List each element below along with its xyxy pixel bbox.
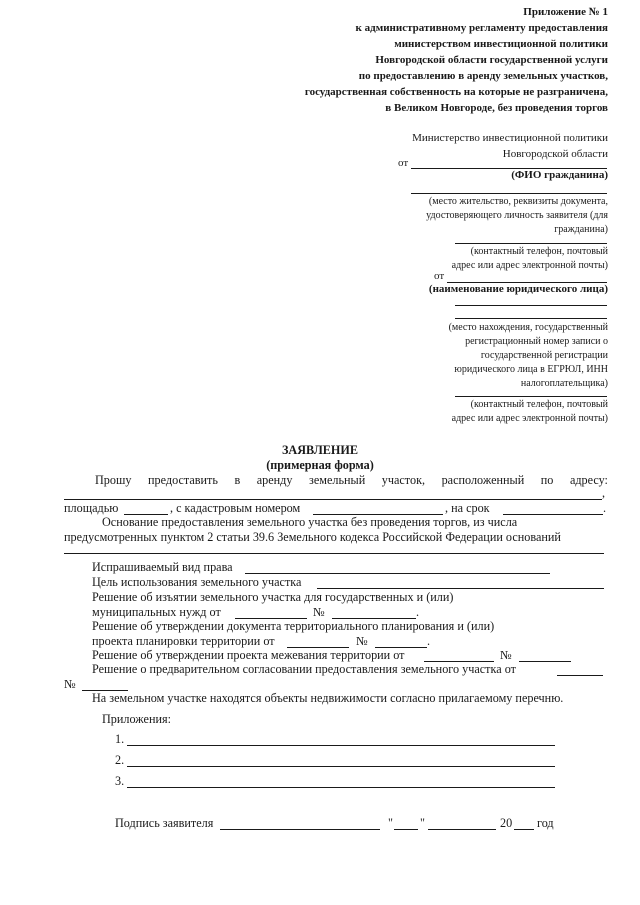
citizen-name-caption: (ФИО гражданина) (511, 169, 608, 181)
doc-approval-number-sign: № (356, 634, 368, 648)
term-label: , на срок (445, 501, 490, 515)
basis-text-1: Основание предоставления земельного участка без проведения торгов, из числа (102, 515, 518, 529)
attachments-label: Приложения: (102, 712, 171, 726)
legal-extra-field-1[interactable] (455, 305, 607, 306)
prelim-approval-text: Решение о предварительном согласовании предоставления земельного участка от (92, 662, 516, 676)
residence-caption-1: (место жительство, реквизиты документа, (428, 196, 608, 207)
attachment-number-1: 1. (115, 732, 125, 746)
prelim-approval-number-sign: № (64, 677, 76, 691)
appendix-title: Приложение № 1 (523, 6, 608, 18)
purpose-field[interactable] (317, 588, 604, 589)
survey-approval-number-sign: № (500, 648, 512, 662)
request-word: земельный (309, 473, 366, 487)
request-word: Прошу (95, 473, 132, 487)
basis-field[interactable] (64, 553, 604, 554)
legal-contacts-caption-2: адрес или адрес электронной почты) (451, 413, 608, 424)
withdrawal-period: . (416, 605, 420, 619)
from-label: от (398, 157, 409, 169)
appendix-line-1: к административному регламенту предоставления (355, 22, 608, 34)
attachment-field-1[interactable] (127, 745, 555, 746)
location-caption-1: (место нахождения, государственный (448, 322, 608, 333)
address-field[interactable] (64, 499, 602, 500)
withdrawal-text-1: Решение об изъятии земельного участка для государственных и (или) (92, 590, 454, 604)
legal-contacts-caption-1: (контактный телефон, почтовый (470, 399, 608, 410)
year-suffix: год (537, 816, 554, 830)
residence-caption-2: удостоверяющего личность заявителя (для (426, 210, 608, 221)
survey-approval-text: Решение об утверждении проекта межевания территории от (92, 648, 405, 662)
residence-caption-3: гражданина) (554, 224, 608, 235)
addressee-ministry: Министерство инвестиционной политики (412, 132, 608, 144)
citizen-contacts-field[interactable] (455, 243, 607, 244)
cadastral-label: , с кадастровым номером (170, 501, 301, 515)
request-word: адресу: (569, 473, 608, 487)
document-subtitle: (примерная форма) (266, 458, 374, 472)
objects-note: На земельном участке находятся объекты недвижимости согласно прилагаемому перечню. (92, 691, 564, 705)
withdrawal-number-sign: № (313, 605, 325, 619)
citizen-contacts-caption-1: (контактный телефон, почтовый (470, 246, 608, 257)
attachment-number-2: 2. (115, 753, 125, 767)
attachment-number-3: 3. (115, 774, 125, 788)
location-caption-5: налогоплательщика) (520, 378, 608, 389)
withdrawal-text-2: муниципальных нужд от (92, 605, 221, 619)
doc-approval-text-2: проекта планировки территории от (92, 634, 275, 648)
signature-field[interactable] (220, 829, 380, 830)
date-quote-close: " (420, 816, 425, 830)
request-line (95, 473, 608, 488)
residence-field[interactable] (411, 193, 607, 194)
appendix-line-4: по предоставлению в аренду земельных участков, (358, 70, 608, 82)
signature-label: Подпись заявителя (115, 816, 214, 830)
appendix-line-2: министерством инвестиционной политики (394, 38, 608, 50)
location-caption-2: регистрационный номер записи о (465, 336, 608, 347)
date-quote-open: " (388, 816, 393, 830)
request-word: расположенный (441, 473, 525, 487)
request-word: предоставить (148, 473, 218, 487)
appendix-line-6: в Великом Новгороде, без проведения торгов (385, 102, 608, 114)
addressee-region: Новгородской области (502, 148, 608, 160)
legal-contacts-field[interactable] (455, 396, 607, 397)
request-word: аренду (256, 473, 293, 487)
right-type-label: Испрашиваемый вид права (92, 560, 233, 574)
day-field[interactable] (394, 829, 418, 830)
term-field[interactable] (503, 514, 603, 515)
request-word: по (540, 473, 554, 487)
location-caption-3: государственной регистрации (480, 350, 608, 361)
request-word: в (234, 473, 241, 487)
address-comma: , (602, 486, 606, 500)
right-type-field[interactable] (245, 573, 550, 574)
doc-approval-period: . (427, 634, 431, 648)
citizen-contacts-caption-2: адрес или адрес электронной почты) (451, 260, 608, 271)
month-field[interactable] (428, 829, 496, 830)
appendix-line-3: Новгородской области государственной услуги (375, 54, 608, 66)
appendix-line-5: государственная собственность на которые не разграничена, (304, 86, 608, 98)
survey-approval-number-field[interactable] (519, 661, 571, 662)
area-label: площадью (64, 501, 119, 515)
attachment-field-3[interactable] (127, 787, 555, 788)
legal-name-caption: (наименование юридического лица) (428, 283, 608, 295)
prelim-approval-date-field[interactable] (557, 675, 603, 676)
from-label-2: от (434, 270, 445, 282)
location-caption-4: юридического лица в ЕГРЮЛ, ИНН (454, 364, 608, 375)
term-period: . (603, 501, 607, 515)
request-word: участок, (381, 473, 426, 487)
document-title: ЗАЯВЛЕНИЕ (282, 443, 358, 457)
basis-text-2: предусмотренных пунктом 2 статьи 39.6 Земельного кодекса Российской Федерации оснований (64, 530, 561, 544)
attachment-field-2[interactable] (127, 766, 555, 767)
year-field[interactable] (514, 829, 534, 830)
year-prefix: 20 (500, 816, 513, 830)
legal-extra-field-2[interactable] (455, 318, 607, 319)
doc-approval-text-1: Решение об утверждении документа территориального планирования и (или) (92, 619, 495, 633)
purpose-label: Цель использования земельного участка (92, 575, 302, 589)
